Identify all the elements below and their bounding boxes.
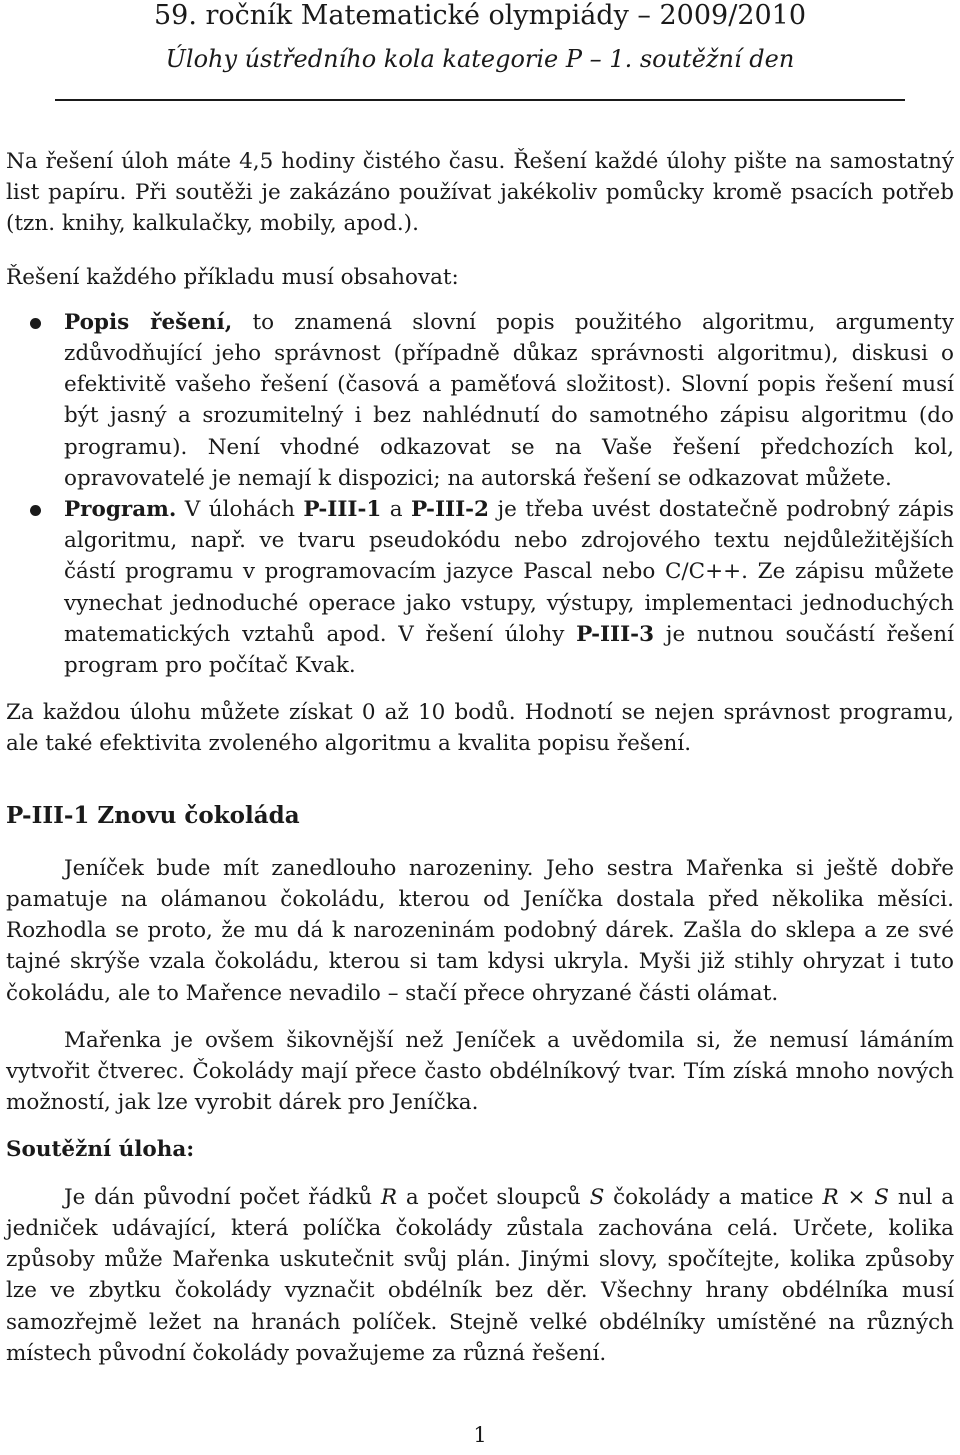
list-item-text: je nutnou součástí řešení program pro počítač Kvak. — [64, 621, 954, 679]
list-item-label: Popis řešení, — [64, 309, 233, 335]
task-text: a počet sloupců — [397, 1184, 590, 1210]
task-code: P-III-1 — [303, 497, 382, 523]
task-paragraph — [6, 1182, 954, 1369]
rules-paragraph: Na řešení úloh máte 4,5 hodiny čistého času. Řešení každé úlohy pište na samostatný list papíru. Při soutěži je zakázáno používat jakékoliv pomůcky kromě psacích potřeb (tzn. knihy, kalkulačky, mobily, apod.). — [6, 149, 954, 237]
bullet-icon — [30, 318, 41, 329]
bullet-icon — [30, 505, 41, 516]
must-contain-paragraph: Řešení každého příkladu musí obsahovat: — [6, 264, 459, 290]
list-item-text: V úlohách — [176, 497, 304, 523]
scoring-paragraph: Za každou úlohu můžete získat 0 až 10 bodů. Hodnotí se nejen správnost programu, ale také efektivita zvoleného algoritmu a kvalita popisu řešení. — [6, 700, 954, 757]
list-item-label: Program. — [64, 497, 177, 523]
story-paragraph: Jeníček bude mít zanedlouho narozeniny. Jeho sestra Mařenka si ještě dobře pamatuje na olámanou čokoládu, kterou od Jeníčka dostala před několika měsíci. Rozhodla se proto, že mu dá k narozeninám podobný dárek. Zašla do sklepa a ze své tajné skrýše vzala čokoládu, kterou si tam kdysi ukryla. Myši již stihly ohryzat i tuto čokoládu, ale to Mařence nevadilo – stačí přece ohryzané části olámat. — [6, 855, 954, 1006]
requirements-list — [6, 307, 954, 681]
math-operator: × — [838, 1184, 875, 1210]
header-rule — [55, 99, 905, 101]
task-text: Je dán původní počet řádků — [64, 1184, 381, 1210]
task-code: P-III-2 — [411, 497, 490, 523]
task-heading: Soutěžní úloha: — [6, 1137, 195, 1163]
math-variable: S — [589, 1184, 605, 1210]
page-title: 59. ročník Matematické olympiády – 2009/2010 — [153, 0, 807, 31]
page-number: 1 — [473, 1423, 487, 1447]
math-variable: S — [874, 1184, 890, 1210]
page-subtitle: Úlohy ústředního kola kategorie P – 1. soutěžní den — [165, 45, 795, 73]
math-variable: R — [822, 1184, 839, 1210]
task-text: nul a jedniček udávající, která políčka čokolády zůstala zachována celá. Určete, kolika způsoby může Mařenka uskutečnit svůj plán. Jinými slovy, spočítejte, kolika způsoby lze ve zbytku čokolády vyznačit obdélník bez děr. Všechny hrany obdélníka musí samozřejmě ležet na hranách políček. Stejně velké obdélníky umístěné na různých místech původní čokolády považujeme za různá řešení. — [6, 1184, 955, 1366]
list-item-text: a — [381, 497, 412, 523]
document-body — [6, 146, 954, 1369]
task-code: P-III-3 — [576, 621, 655, 647]
math-variable: R — [380, 1184, 398, 1210]
task-text: čokolády a matice — [604, 1184, 823, 1210]
list-item — [6, 307, 954, 494]
story-paragraph: Mařenka je ovšem šikovnější než Jeníček a uvědomila si, že nemusí lámáním vytvořit čtverec. Čokolády mají přece často obdélníkový tvar. Tím získá mnoho nových možností, jak lze vyrobit dárek pro Jeníčka. — [6, 1027, 954, 1116]
list-item-text: je třeba uvést dostatečně podrobný zápis algoritmu, např. ve tvaru pseudokódu nebo zdrojového textu nejdůležitějších částí programu v programovacím jazyce Pascal nebo C/C++. Ze zápisu můžete vynechat jednoduché operace jako vstupy, výstupy, implementaci jednoduchých matematických vztahů apod. V řešení úlohy — [64, 497, 954, 647]
list-item — [6, 494, 954, 681]
list-item-text: to znamená slovní popis použitého algoritmu, argumenty zdůvodňující jeho správnost (případně důkaz správnosti algoritmu), diskusi o efektivitě vašeho řešení (časová a paměťová složitost). Slovní popis řešení musí být jasný a srozumitelný i bez nahlédnutí do samotného zápisu algoritmu (do programu). Není vhodné odkazovat se na Vaše řešení předchozích kol, opravovatelé je nemají k dispozici; na autorská řešení se odkazovat můžete. — [64, 309, 955, 491]
problem-heading: P-III-1 Znovu čokoláda — [6, 801, 300, 829]
